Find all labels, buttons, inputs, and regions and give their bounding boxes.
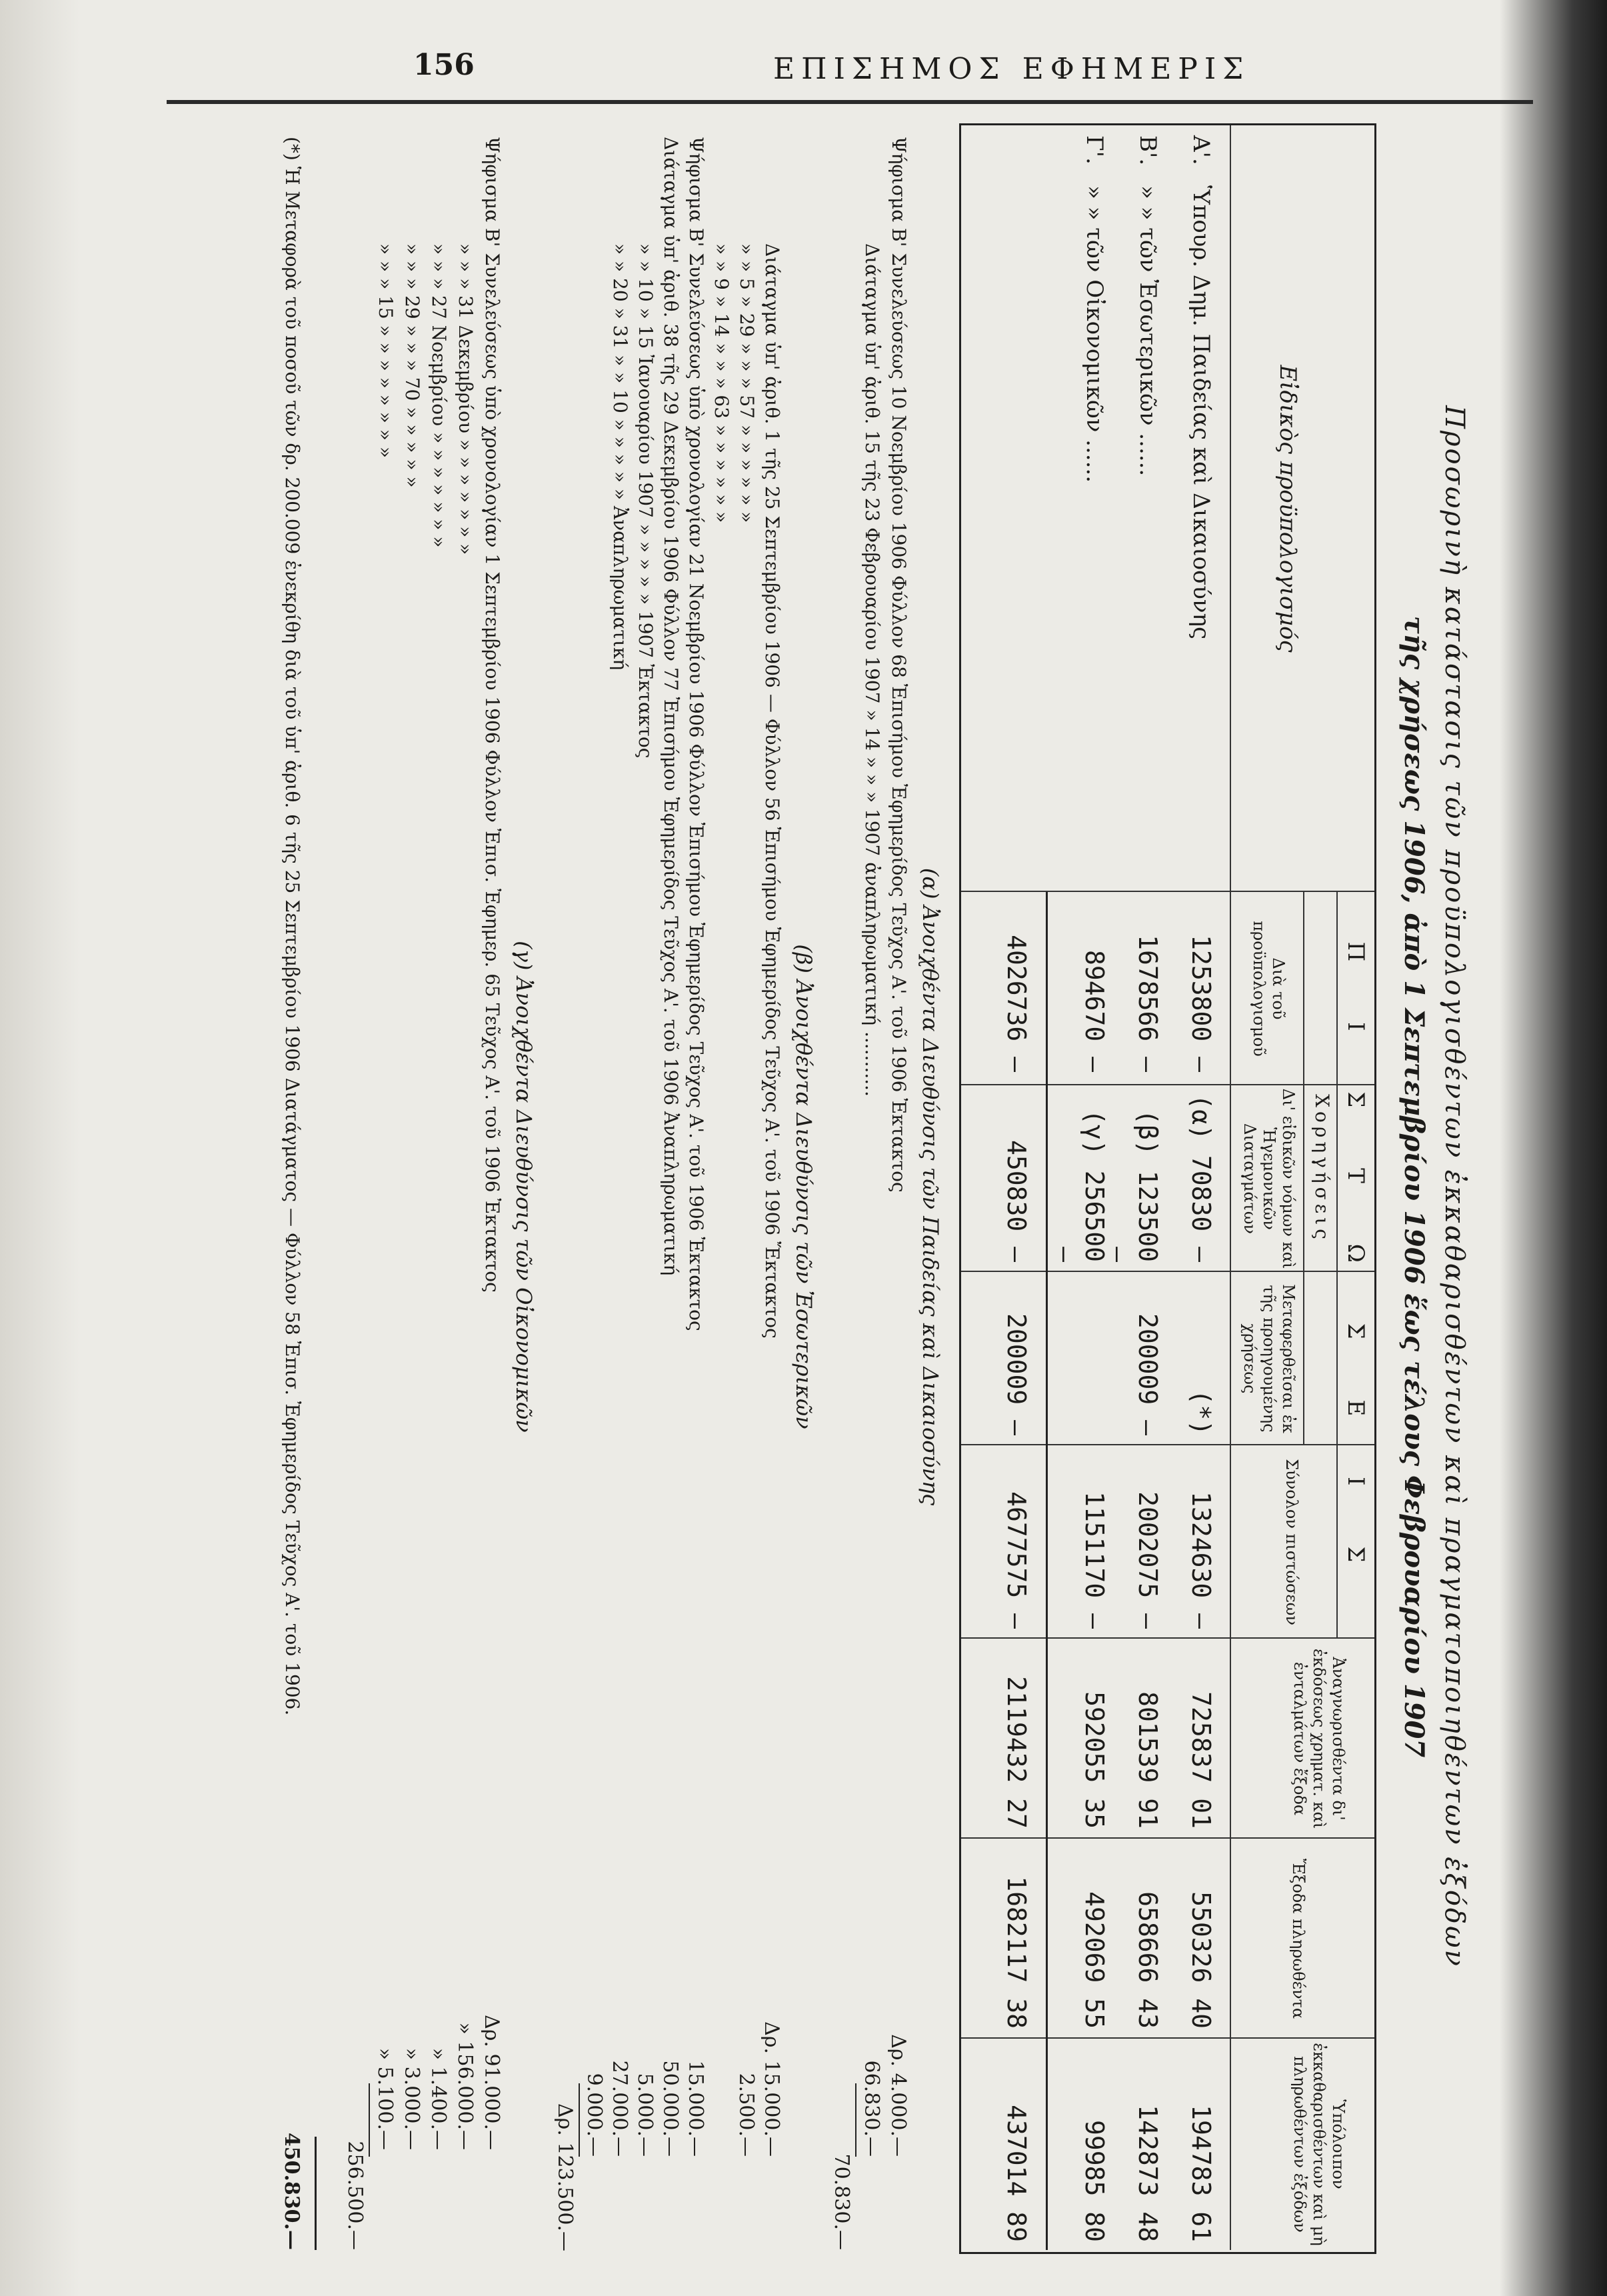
section-b-amount: Δρ. 15.000.— bbox=[760, 2021, 783, 2157]
header-grants: Χορηγήσεις bbox=[1311, 1094, 1333, 1243]
cell-remaining: 194783 61 bbox=[1186, 2105, 1216, 2242]
page-number: 156 bbox=[413, 48, 475, 82]
row-letter: Γ'. bbox=[1081, 135, 1108, 165]
row-ministry-name: » » τῶν Ἐσωτερικῶν ...... bbox=[1134, 185, 1161, 477]
total-transfer: 200009 — bbox=[1002, 1313, 1031, 1435]
section-c-line: » » » 29 » » » 70 » » » » » bbox=[401, 243, 423, 488]
section-c-line: Ψήφισμα Β' Συνελεύσεως ὑπὸ χρονολογίαν 1 Σεπτεμβρίου 1906 Φύλλον Ἐπισ. Ἐφημερ. 65 Τεῦχος Α'. τοῦ 1906 Ἐκτακτος bbox=[481, 137, 503, 1293]
total-budget: 4026736 — bbox=[1002, 935, 1031, 1072]
header-rule bbox=[167, 100, 1533, 104]
section-a-title: (α) Ἀνοιχθέντα Διευθύνσις τῶν Παιδείας καὶ Δικαιοσύνης bbox=[918, 867, 943, 1506]
section-b-amount: 50.000.— bbox=[659, 2060, 682, 2157]
grand-total: 450.830.— bbox=[280, 2132, 303, 2250]
cell-transfer: 200009 — bbox=[1133, 1313, 1162, 1435]
total-recognized: 2119432 27 bbox=[1002, 1676, 1031, 1829]
section-c-title: (γ) Ἀνοιχθέντα Διευθύνσις τῶν Οἰκονομικῶν bbox=[511, 941, 537, 1433]
sub-header-rule bbox=[1303, 892, 1304, 1445]
header-budget: Διὰ τοῦ προϋπολογισμοῦ bbox=[1250, 921, 1288, 1057]
rotated-page-content bbox=[157, 110, 1476, 2263]
section-b-amount: 9.000.— bbox=[583, 2073, 606, 2157]
section-c-amount: » 156.000.— bbox=[453, 2022, 477, 2150]
cell-paid: 550326 40 bbox=[1186, 1891, 1216, 2029]
section-b-line: Ψήφισμα Β' Συνελεύσεως ὑπὸ χρονολογίαν 21 Νοεμβρίου 1906 Φύλλον Ἐπισήμου Ἐφημερίδος Τεῦχος Α'. τοῦ 1906 Ἐκτακτος bbox=[685, 137, 707, 1331]
section-a-line: Διάταγμα ὑπ' ἀριθ. 15 τῆς 23 Φεβρουαρίου 1907 » 14 » » » 1907 ἀναπληρωματική ........... bbox=[861, 243, 883, 1097]
credits-table bbox=[959, 123, 1376, 2254]
section-c-sum-rule bbox=[369, 2083, 370, 2157]
section-c-line: » » » 27 Νοεμβρίου » » » » » » » bbox=[428, 243, 450, 548]
group-header-rule bbox=[1336, 892, 1338, 1639]
section-b-title: (β) Ἀνοιχθέντα Διευθύνσις τῶν Ἐσωτερικῶν bbox=[791, 944, 816, 1429]
cell-remaining: 142873 48 bbox=[1133, 2105, 1162, 2242]
header-total: Σύνολον πιστώσεων bbox=[1282, 1459, 1301, 1625]
section-b-sum-rule bbox=[579, 2083, 580, 2157]
section-b-line: Διάταγμα ὑπ' ἀριθ. 1 τῆς 25 Σεπτεμβρίου 1906 — Φύλλον 56 Ἐπισήμου Ἐφημερίδος Τεῦχος Α'. τοῦ 1906 Ἔκτακτος bbox=[761, 243, 783, 1339]
row-letter: Α'. bbox=[1188, 135, 1214, 165]
cell-recognized: 725837 01 bbox=[1186, 1691, 1216, 1829]
footnote: (*) Ἡ Μεταφορὰ τοῦ ποσοῦ τῶν δρ. 200.009 ἐνεκρίθη διὰ τοῦ ὑπ' ἀριθ. 6 τῆς 25 Σεπτεμβρίου 1906 Διατάγματος — Φύλλον 58 Ἐπισ. Ἐφημερίδος Τεῦχος Α'. τοῦ 1906. bbox=[281, 137, 303, 1716]
cell-remaining: 99985 80 bbox=[1080, 2119, 1109, 2242]
cell-total: 1151170 — bbox=[1080, 1491, 1109, 1629]
cell-recognized: 592055 35 bbox=[1080, 1691, 1109, 1829]
section-b-line: » » 20 » 31 » » 10 » » » » » Ἀναπληρωματική bbox=[609, 243, 631, 671]
cell-recognized: 801539 91 bbox=[1133, 1691, 1162, 1829]
section-c-amount: » 1.400.— bbox=[427, 2047, 450, 2150]
header-paid: Ἔξοδα πληρωθέντα bbox=[1289, 1858, 1308, 2019]
row-ministry-name: » » τῶν Οἰκονομικῶν ...... bbox=[1081, 185, 1108, 483]
section-b-line: » » 5 » 29 » » » 57 » » » » » » bbox=[736, 243, 758, 523]
section-b-line: » » 10 » 15 Ἰανουαρίου 1907 » » » » » 1907 Ἐκτακτος bbox=[635, 243, 657, 759]
row-letter: Β'. bbox=[1134, 135, 1161, 166]
cell-paid: 658666 43 bbox=[1133, 1891, 1162, 2029]
header-laws: Δι' εἰδικῶν νόμων καὶ Ἡγεμονικῶν Διαταγμάτων bbox=[1240, 1088, 1298, 1269]
section-a-sum-rule bbox=[855, 2083, 856, 2157]
section-c-line: » » » 31 Δεκεμβρίου » » » » » » » bbox=[455, 243, 477, 555]
cell-laws: (α) 70830 — bbox=[1186, 1094, 1216, 1262]
total-remaining: 437014 89 bbox=[1002, 2105, 1031, 2242]
section-b-sum: Δρ. 123.500.— bbox=[553, 2103, 577, 2251]
header-special-budget: Εἰδικὸς προϋπολογισμός bbox=[1274, 365, 1301, 653]
section-b-line: Διάταγμα ὑπ' ἀριθ. 38 τῆς 29 Δεκεμβρίου 1906 Φύλλον 77 Ἐπισήμου Ἐφημερίδος Τεῦχος Α'. τοῦ 1906 Ἀναπληρωματική bbox=[660, 137, 682, 1276]
cell-total: 1324630 — bbox=[1186, 1491, 1216, 1629]
cell-budget: 1253800 — bbox=[1186, 935, 1216, 1072]
header-remaining: Ὑπόλοιπον ἐκκαθαρισθέντων καὶ μὴ πληρωθέντων ἐξόδων bbox=[1290, 2043, 1348, 2246]
row-ministry-name: Ὑπουρ. Δημ. Παιδείας καὶ Δικαιοσύνης bbox=[1188, 185, 1214, 640]
section-a-amount: Δρ. 4.000.— bbox=[886, 2034, 910, 2157]
section-c-line: » » » 15 » » » » » » » » bbox=[375, 243, 397, 458]
document-subtitle: τῆς χρήσεως 1906, ἀπὸ 1 Σεπτεμβρίου 1906 ἕως τέλους Φεβρουαρίου 1907 bbox=[1398, 615, 1430, 1758]
cell-budget: 894670 — bbox=[1080, 949, 1109, 1072]
document-title: Προσωρινὴ κατάστασις τῶν προϋπολογισθέντων ἐκκαθαρισθέντων καὶ πραγματοποιηθέντων ἐξόδων bbox=[1439, 405, 1470, 1968]
journal-title: ΕΠΙΣΗΜΟΣ ΕΦΗΜΕΡΙΣ bbox=[773, 52, 1250, 86]
total-total: 4677575 — bbox=[1002, 1491, 1031, 1629]
header-credits: Π Ι Σ Τ Ω Σ Ε Ι Σ bbox=[1342, 941, 1369, 1589]
cell-transfer: (*) bbox=[1186, 1389, 1216, 1435]
section-c-amount: Δρ. 91.000.— bbox=[480, 2015, 503, 2150]
section-a-amount: 66.830.— bbox=[860, 2060, 883, 2157]
section-c-amount: » 3.000.— bbox=[400, 2047, 423, 2150]
section-b-line: » » 9 » 14 » » » 63 » » » » » » bbox=[711, 243, 733, 523]
total-paid: 1682117 38 bbox=[1002, 1876, 1031, 2029]
cell-total: 2002075 — bbox=[1133, 1491, 1162, 1629]
grand-total-rule bbox=[315, 2137, 317, 2250]
section-c-sum: 256.500.— bbox=[343, 2141, 367, 2250]
section-b-amount: 2.500.— bbox=[735, 2073, 758, 2157]
col-special-budget bbox=[961, 125, 1374, 892]
section-a-sum: 70.830.— bbox=[830, 2153, 853, 2250]
cell-laws: (γ) 256500 — bbox=[1050, 1109, 1109, 1262]
section-b-amount: 15.000.— bbox=[684, 2060, 707, 2157]
header-transfers: Μεταφερθεῖσαι ἐκ τῆς προηγουμένης χρήσεως bbox=[1240, 1284, 1298, 1433]
header-bottom-rule bbox=[1230, 125, 1231, 2250]
section-b-amount: 5.000.— bbox=[633, 2073, 657, 2157]
cell-budget: 1678566 — bbox=[1133, 935, 1162, 1072]
section-b-amount: 27.000.— bbox=[608, 2060, 631, 2157]
header-recognized: Ἀναγνωρισθέντα δι' ἐκδόσεως χρηματ. καὶ ἐνταλμάτων ἔξοδα bbox=[1290, 1648, 1348, 1829]
total-laws: 450830 — bbox=[1002, 1139, 1031, 1262]
cell-paid: 492069 55 bbox=[1080, 1891, 1109, 2029]
cell-laws: (β) 123500 — bbox=[1104, 1109, 1162, 1262]
section-a-line: Ψήφισμα Β' Συνελεύσεως 10 Νοεμβρίου 1906 Φύλλον 68 Ἐπισήμου Ἐφημερίδος Τεῦχος Α'. τοῦ 1906 Ἐκτακτος bbox=[888, 137, 910, 1193]
totals-rule bbox=[1046, 892, 1048, 2250]
section-c-amount: » 5.100.— bbox=[373, 2047, 397, 2150]
